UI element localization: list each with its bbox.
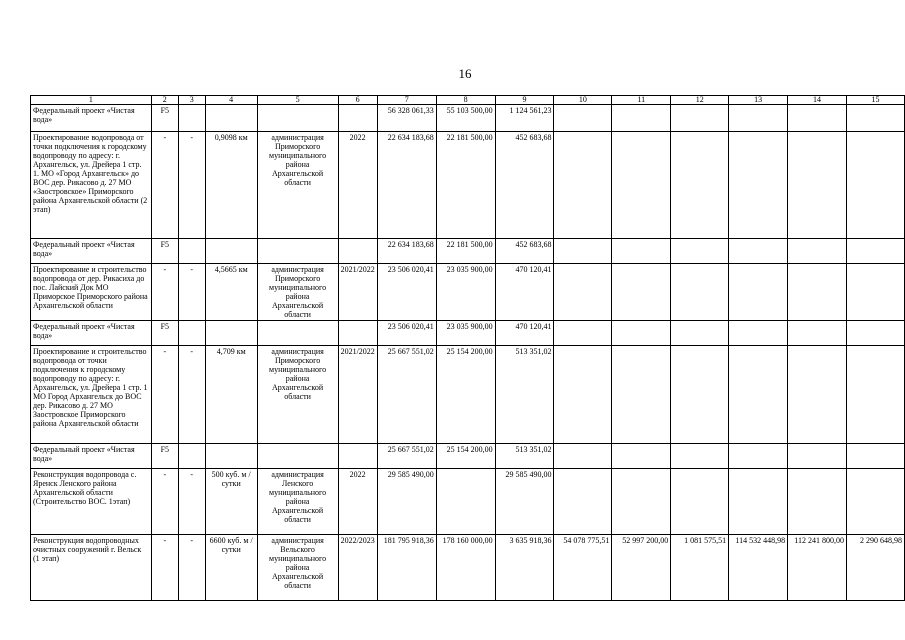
amount-cell: 114 532 448,98 [729,535,788,601]
column-number: 10 [554,96,612,105]
amount-cell [788,321,847,346]
customer-cell [257,105,338,132]
amount-cell [729,132,788,239]
customer-cell: администрация Приморского муниципального района Архангельской области [257,346,338,444]
customer-cell [257,444,338,469]
project-name-cell: Федеральный проект «Чистая вода» [31,105,152,132]
amount-cell [554,444,612,469]
column-number: 15 [846,96,904,105]
table-cell: - [178,535,205,601]
column-number: 5 [257,96,338,105]
amount-cell: 452 683,68 [495,239,554,264]
code-cell: F5 [151,444,178,469]
amount-cell [671,105,729,132]
table-row [31,535,905,601]
project-name-cell: Федеральный проект «Чистая вода» [31,239,152,264]
amount-cell [788,264,847,321]
amount-cell: 178 160 000,00 [436,535,495,601]
table-cell: - [178,132,205,239]
period-cell [338,321,377,346]
amount-cell [554,321,612,346]
code-cell: - [151,132,178,239]
table-row [31,132,905,239]
customer-cell: администрация Вельского муниципального района Архангельской области [257,535,338,601]
customer-cell [257,239,338,264]
project-name-cell: Федеральный проект «Чистая вода» [31,444,152,469]
period-cell: 2021/2022 [338,264,377,321]
amount-cell [671,346,729,444]
amount-cell: 1 081 575,51 [671,535,729,601]
customer-cell: администрация Ленского муниципального района Архангельской области [257,469,338,535]
project-name-cell: Проектирование водопровода от точки подключения к городскому водопроводу по адресу: г. Архангельск, ул. Дрейера 1 стр. 1. МО «Город Архангельск» до ВОС дер. Рикасово д. 27 МО «Заостровское» Приморского района Архангельской области (2 этап) [31,132,152,239]
amount-cell [846,346,904,444]
amount-cell [554,346,612,444]
amount-cell: 52 997 200,00 [612,535,671,601]
table-row [31,469,905,535]
column-number: 4 [205,96,257,105]
column-number: 9 [495,96,554,105]
column-number: 13 [729,96,788,105]
customer-cell: администрация Приморского муниципального района Архангельской области [257,264,338,321]
amount-cell [788,239,847,264]
customer-cell: администрация Приморского муниципального района Архангельской области [257,132,338,239]
amount-cell [554,132,612,239]
amount-cell [846,321,904,346]
amount-cell [671,469,729,535]
amount-cell [729,264,788,321]
amount-cell: 22 634 183,68 [377,132,436,239]
code-cell: - [151,469,178,535]
period-cell [338,444,377,469]
table-row [31,105,905,132]
amount-cell [671,239,729,264]
page-number: 16 [458,66,472,81]
amount-cell: 470 120,41 [495,264,554,321]
amount-cell [612,105,671,132]
amount-cell [671,132,729,239]
table-cell [178,105,205,132]
column-number: 8 [436,96,495,105]
table-cell [178,444,205,469]
amount-cell [729,469,788,535]
column-number: 12 [671,96,729,105]
table-row [31,239,905,264]
amount-cell [729,444,788,469]
amount-cell: 1 124 561,23 [495,105,554,132]
amount-cell [671,321,729,346]
amount-cell: 3 635 918,36 [495,535,554,601]
table-cell: - [178,346,205,444]
amount-cell [612,132,671,239]
project-name-cell: Реконструкция водопровода с. Яренск Ленского района Архангельской области (Строительство ВОС. 1этап) [31,469,152,535]
code-cell: - [151,264,178,321]
period-cell [338,239,377,264]
column-number: 14 [788,96,847,105]
amount-cell [846,132,904,239]
table-row [31,321,905,346]
amount-cell [612,444,671,469]
period-cell [338,105,377,132]
amount-cell [612,346,671,444]
amount-cell [846,444,904,469]
code-cell: - [151,346,178,444]
amount-cell: 181 795 918,36 [377,535,436,601]
amount-cell: 112 241 800,00 [788,535,847,601]
amount-cell: 54 078 775,51 [554,535,612,601]
amount-cell [436,469,495,535]
period-cell: 2021/2022 [338,346,377,444]
amount-cell: 25 154 200,00 [436,444,495,469]
table-row [31,346,905,444]
amount-cell: 513 351,02 [495,346,554,444]
code-cell: F5 [151,239,178,264]
amount-cell: 470 120,41 [495,321,554,346]
code-cell: F5 [151,321,178,346]
amount-cell: 452 683,68 [495,132,554,239]
amount-cell [554,264,612,321]
amount-cell: 56 328 061,33 [377,105,436,132]
code-cell: F5 [151,105,178,132]
period-cell: 2022 [338,132,377,239]
table-cell: - [178,469,205,535]
amount-cell [554,239,612,264]
amount-cell [554,469,612,535]
amount-cell [612,264,671,321]
amount-cell [788,444,847,469]
table-row [31,264,905,321]
code-cell: - [151,535,178,601]
project-name-cell: Реконструкция водопроводных очистных сооружений г. Вельск (1 этап) [31,535,152,601]
amount-cell [729,346,788,444]
amount-cell: 513 351,02 [495,444,554,469]
customer-cell [257,321,338,346]
project-name-cell: Федеральный проект «Чистая вода» [31,321,152,346]
amount-cell: 22 181 500,00 [436,239,495,264]
amount-cell: 23 035 900,00 [436,264,495,321]
amount-cell: 55 103 500,00 [436,105,495,132]
amount-cell [846,239,904,264]
column-number: 3 [178,96,205,105]
amount-cell: 2 290 648,98 [846,535,904,601]
project-name-cell: Проектирование и строительство водопровода от дер. Рикасиха до пос. Лайский Док МО Приморское Приморского района Архангельской области [31,264,152,321]
table-row [31,444,905,469]
amount-cell [788,469,847,535]
budget-table [30,95,905,601]
table-header-row [31,96,905,105]
amount-cell [671,264,729,321]
project-name-cell: Проектирование и строительство водопровода от точки подключения к городскому водопроводу по адресу: г. Архангельск, ул. Дрейера 1 стр. 1 МО Город Архангельск до ВОС дер. Рикасово д. 27 МО Заостровское Приморского района Архангельской области [31,346,152,444]
amount-cell: 29 585 490,00 [495,469,554,535]
amount-cell [846,105,904,132]
capacity-cell: 500 куб. м /сутки [205,469,257,535]
table-cell [178,239,205,264]
capacity-cell [205,239,257,264]
amount-cell [612,469,671,535]
amount-cell [671,444,729,469]
capacity-cell: 6600 куб. м /сутки [205,535,257,601]
capacity-cell [205,105,257,132]
amount-cell [788,132,847,239]
table-cell: - [178,264,205,321]
capacity-cell: 4,709 км [205,346,257,444]
amount-cell [612,239,671,264]
amount-cell: 25 154 200,00 [436,346,495,444]
amount-cell [788,105,847,132]
column-number: 2 [151,96,178,105]
amount-cell [554,105,612,132]
column-number: 6 [338,96,377,105]
amount-cell: 22 181 500,00 [436,132,495,239]
period-cell: 2022 [338,469,377,535]
amount-cell [788,346,847,444]
amount-cell: 23 506 020,41 [377,321,436,346]
capacity-cell: 4,5665 км [205,264,257,321]
amount-cell: 23 035 900,00 [436,321,495,346]
amount-cell: 22 634 183,68 [377,239,436,264]
amount-cell: 29 585 490,00 [377,469,436,535]
amount-cell [729,105,788,132]
column-number: 11 [612,96,671,105]
table-cell [178,321,205,346]
column-number: 7 [377,96,436,105]
capacity-cell: 0,9098 км [205,132,257,239]
amount-cell [729,321,788,346]
capacity-cell [205,321,257,346]
amount-cell: 25 667 551,02 [377,346,436,444]
amount-cell [846,469,904,535]
column-number: 1 [31,96,152,105]
amount-cell: 25 667 551,02 [377,444,436,469]
amount-cell [729,239,788,264]
amount-cell [612,321,671,346]
amount-cell [846,264,904,321]
capacity-cell [205,444,257,469]
period-cell: 2022/2023 [338,535,377,601]
amount-cell: 23 506 020,41 [377,264,436,321]
